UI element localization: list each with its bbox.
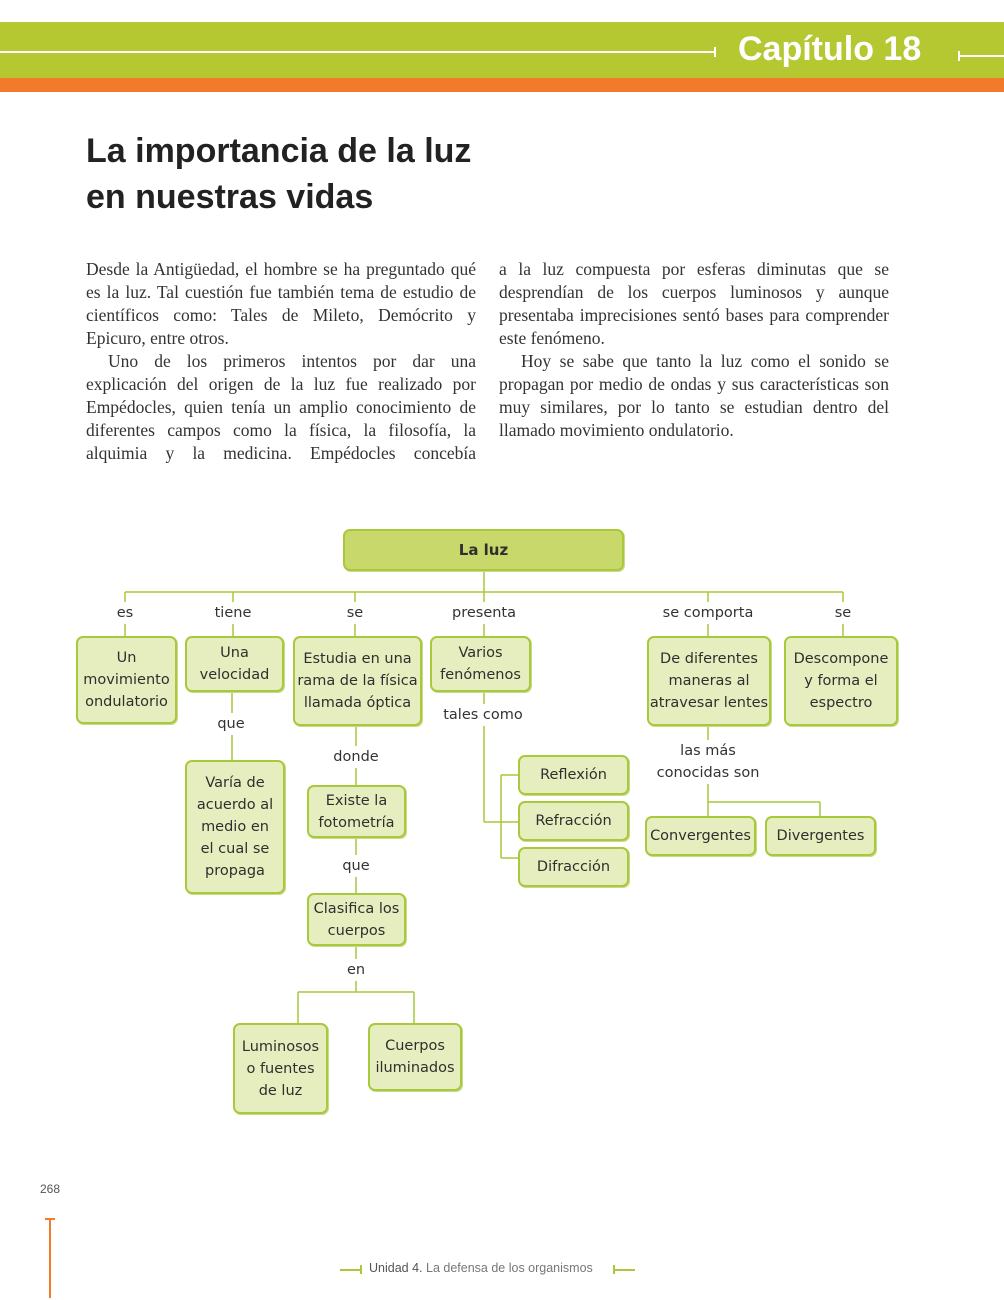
footer-rule-left-tick [360, 1265, 362, 1274]
paragraph-1: Desde la Antigüedad, el hombre se ha preguntado qué es la luz. Tal cuestión fue también tema de estudio de científicos como: Tales de Mileto, Demócrito y Epicuro, entre otros. [86, 259, 476, 348]
footer-unit-number: Unidad 4. [369, 1261, 423, 1275]
node-cuerpos-iluminados: Cuerpos iluminados [368, 1023, 462, 1091]
link-donde: donde [333, 746, 378, 768]
node-reflexion: Reflexión [518, 755, 629, 795]
node-varios-fenomenos: Varios fenómenos [430, 636, 531, 692]
link-tales-como: tales como [443, 704, 523, 726]
link-se-2: se [835, 602, 851, 624]
page-number: 268 [40, 1182, 61, 1196]
link-se-comporta: se comporta [663, 602, 754, 624]
link-que: que [217, 713, 244, 735]
link-es: es [117, 602, 133, 624]
node-fotometria: Existe la fotometría [307, 785, 406, 838]
link-se: se [347, 602, 363, 624]
node-refraccion: Refracción [518, 801, 629, 841]
link-presenta: presenta [452, 602, 516, 624]
node-varia-medio: Varía de acuerdo al medio en el cual se propaga [185, 760, 285, 894]
paragraph-2-continued: a la luz compuesta por esferas diminutas que se desprendían de los cuerpos luminosos y aunque presentaba imprecisiones sentó bases para comprender este fenómeno. [499, 259, 889, 348]
node-estudia-optica: Estudia en una rama de la física llamada óptica [293, 636, 422, 726]
page-title-line-1: La importancia de la luz [86, 132, 472, 170]
node-diferentes-maneras: De diferentes maneras al atravesar lentes [647, 636, 771, 726]
footer-rule-left [340, 1269, 362, 1271]
node-clasifica-cuerpos: Clasifica los cuerpos [307, 893, 406, 946]
node-movimiento-ondulatorio: Un movimiento ondulatorio [76, 636, 177, 724]
node-divergentes: Divergentes [765, 816, 876, 856]
chapter-title: Capítulo 18 [738, 30, 922, 68]
link-en: en [347, 959, 365, 981]
paragraph-3: Hoy se sabe que tanto la luz como el sonido se propagan por medio de ondas y sus características son muy similares, por lo tanto se estudian dentro del llamado movimiento ondulatorio. [499, 351, 889, 440]
node-luminosos: Luminosos o fuentes de luz [233, 1023, 328, 1114]
node-convergentes: Convergentes [645, 816, 756, 856]
footer-rule-right [613, 1269, 635, 1271]
footer-unit-title: La defensa de los organismos [426, 1261, 593, 1275]
node-difraccion: Difracción [518, 847, 629, 887]
node-la-luz: La luz [343, 529, 624, 571]
margin-rule [49, 1220, 51, 1298]
link-tiene: tiene [215, 602, 252, 624]
node-espectro: Descompone y forma el espectro [784, 636, 898, 726]
page-title-line-2: en nuestras vidas [86, 178, 374, 216]
paragraph-2: Uno de los primeros intentos por dar una explicación del origen de la luz fue realizado por Empédocles, quien tenía un amplio conocimiento de diferentes campos como la física, la filosofía, la alquimia y la medicina. Empédocles concebía [86, 351, 476, 463]
link-que-2: que [342, 855, 369, 877]
footer-unit [369, 1261, 593, 1275]
node-velocidad: Una velocidad [185, 636, 284, 692]
link-las-mas-conocidas: las más conocidas son [657, 740, 760, 784]
